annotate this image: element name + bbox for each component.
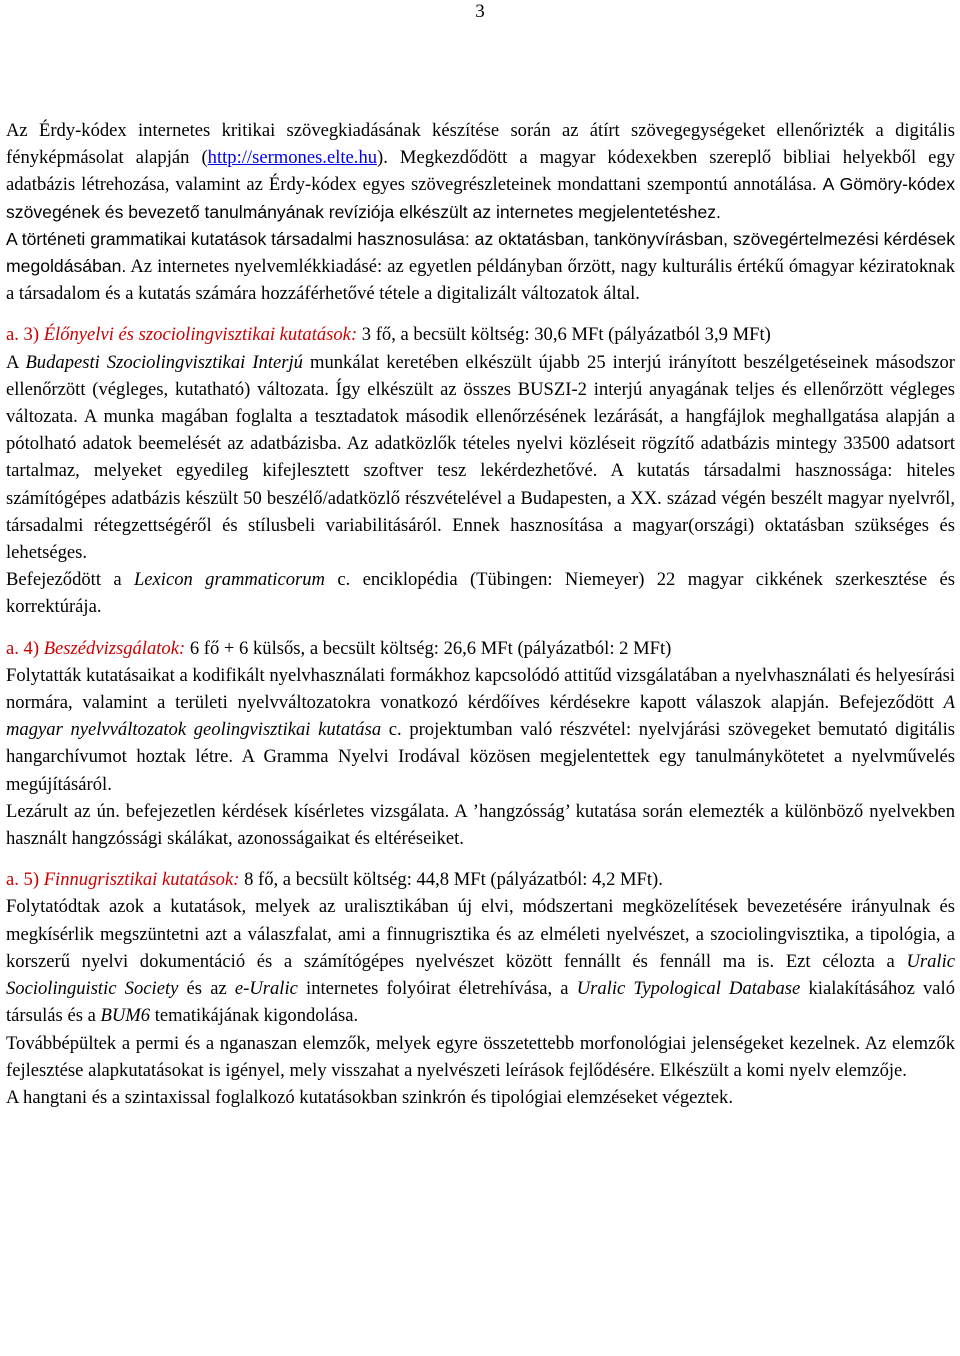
paragraph-attitude-research: Folytatták kutatásaikat a kodifikált nyelvhasználati formákhoz kapcsolódó attitűd vizsgálatában a nyelvhasználati és helyesírási normára, valamint a területi nyelvváltozatokra vonatkozó kérdőíves kérdésekre kapott válaszok alapján. Befejeződött A magyar nyelvváltozatok geolingvisztikai kutatása c. projektumban való részvétel: nyelvjárási szövegeket bemutató digitális hangarchívumot hoztak létre. A Gramma Nyelvi Irodával közösen megjelentettek egy tanulmánykötetet a nyelvművelés megújításáról. bbox=[6, 664, 956, 795]
section-heading-a5: a. 5) Finnugrisztikai kutatások: 8 fő, a becsült költség: 44,8 MFt (pályázatból: 4,2 MFt). bbox=[6, 869, 663, 891]
paragraph-uralistics: Folytatódtak azok a kutatások, melyek az uralisztikában új elvi, módszertani megközelítések bevezetésére irányulnak és megkísérlik megszüntetni azt a válaszfalat, ami a finnugrisztika és az elméleti nyelvészet, a szociolingvisztika, a tipológia, a korszerű nyelvi dokumentáció és a számítógépes nyelvészet között fennállt és fennáll ma is. Ezt célozta a Uralic Sociolinguistic Society és az e-Uralic internetes folyóirat életrehívása, a Uralic Typological Database kialakításához való társulás és a BUM6 tematikájának kigondolása. bbox=[6, 896, 956, 1027]
paragraph-phonology: A hangtani és a szintaxissal foglalkozó kutatásokban szinkrón és tipológiai elemzéseket végeztek. bbox=[6, 1086, 733, 1108]
section-heading-a4: a. 4) Beszédvizsgálatok: 6 fő + 6 külsős, a becsült költség: 26,6 MFt (pályázatból: 2 MFt) bbox=[6, 637, 672, 659]
section-heading-a3: a. 3) Élőnyelvi és szociolingvisztikai kutatások: 3 fő, a becsült költség: 30,6 MFt (pályázatból 3,9 MFt) bbox=[6, 324, 771, 346]
document-body bbox=[6, 117, 955, 1111]
paragraph-social-utility: A történeti grammatikai kutatások társadalmi hasznosulása: az oktatásban, tankönyvírásban, szövegértelmezési kérdések megoldásában. Az internetes nyelvemlékkiadásé: az egyetlen példányban őrzött, nagy kulturális értékű ómagyar kéziratoknak a társadalom és a kutatás számára hozzáférhetővé tétele a digitalizált változatok által. bbox=[6, 228, 955, 305]
paragraph-erdy-codex: Az Érdy-kódex internetes kritikai szövegkiadásának készítése során az átírt szövegegységeket ellenőrizték a digitális fényképmásolat alapján (http://sermones.elte.hu). Megkezdődött a magyar kódexekben szereplő bibliai helyekből egy adatbázis létrehozása, valamint az Érdy-kódex egyes szövegrészleteinek mondattani szempontú annotálása. A Gömöry-kódex szövegének és bevezető tanulmányának revíziója elkészült az internetes megjelentetéshez. bbox=[6, 120, 955, 222]
sermones-link[interactable]: http://sermones.elte.hu bbox=[207, 147, 378, 169]
paragraph-lexicon: Befejeződött a Lexicon grammaticorum c. enciklopédia (Tübingen: Niemeyer) 22 magyar cikkének szerkesztése és korrektúrája. bbox=[6, 569, 955, 618]
paragraph-buszi: A Budapesti Szociolingvisztikai Interjú munkálat keretében elkészült újabb 25 interjú irányított beszélgetéseinek másodszor ellenőrzött (végleges, kutatható) változata. Így elkészült az összes BUSZI-2 interjú anyagának teljes és ellenőrzött végleges változata. A munka magában foglalta a tesztadatok második ellenőrzésének lezárását, a hangfájlok meghallgatása alapján a pótolható adatok beemelését az adatbázisba. Az adatközlők tételes nyelvi közléseit rögzítő adatbázis mintegy 33500 adatsort tartalmaz, melyeket egyedileg kifejlesztett szoftver tesz lekérdezhetővé. A kutatás társadalmi hasznossága: hiteles számítógépes adatbázis készült 50 beszélő/adatközlő részvételével a Budapesten, a XX. század végén beszélt magyar nyelvről, társadalmi rétegzettségéről és stílusbeli variabilitásáról. Ennek hasznosítása a magyar(országi) oktatásban szükséges és lehetséges. bbox=[6, 351, 955, 564]
paragraph-analyzers: Továbbépültek a permi és a nganaszan elemzők, melyek egyre összetettebb morfonológiai jelenségeket kezelnek. Az elemzők fejlesztése alapkutatásokat is igényel, mely visszahat a nyelvészeti leírások fejlődésére. Elkészült a komi nyelv elemzője. bbox=[6, 1032, 955, 1081]
paragraph-sonority: Lezárult az ún. befejezetlen kérdések kísérletes vizsgálata. A ’hangzósság’ kutatása során elemezték a különböző nyelvekben használt hangzóssági skálákat, azonosságaikat és eltéréseiket. bbox=[6, 800, 955, 850]
page-number: 3 bbox=[475, 1, 485, 22]
